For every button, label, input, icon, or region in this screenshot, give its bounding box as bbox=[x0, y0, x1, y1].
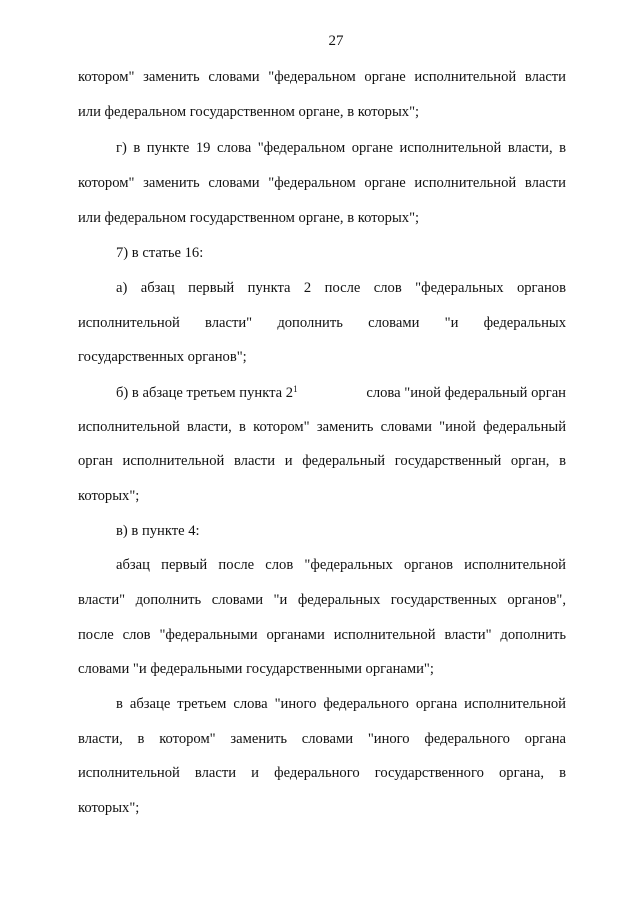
text-line: государственных органов"; bbox=[78, 349, 247, 365]
item-b-rest: слова "иной федеральный орган bbox=[366, 385, 566, 401]
text-line: г) в пункте 19 слова "федеральном органе исполнительной власти, в bbox=[116, 140, 566, 156]
text-line: исполнительной власти и федерального государственного органа, в bbox=[78, 765, 566, 781]
text-line: орган исполнительной власти и федеральный государственный орган, в bbox=[78, 453, 566, 469]
text-line: в абзаце третьем слова "иного федерального органа исполнительной bbox=[116, 696, 566, 712]
text-line: или федеральном государственном органе, в которых"; bbox=[78, 210, 420, 226]
text-line: власти, в котором" заменить словами "иного федерального органа bbox=[78, 731, 566, 747]
text-line bbox=[116, 384, 566, 402]
text-line: исполнительной власти" дополнить словами "и федеральных bbox=[78, 315, 566, 331]
text-line: которых"; bbox=[78, 488, 140, 504]
text-line: словами "и федеральными государственными органами"; bbox=[78, 661, 434, 677]
text-line: абзац первый после слов "федеральных органов исполнительной bbox=[116, 557, 566, 573]
text-line: а) абзац первый пункта 2 после слов "федеральных органов bbox=[116, 280, 566, 296]
text-line: власти" дополнить словами "и федеральных государственных органов", bbox=[78, 592, 566, 608]
superscript: 1 bbox=[293, 384, 298, 394]
text-line: которых"; bbox=[78, 800, 140, 816]
item-b-prefix: б) в абзаце третьем пункта $2^1$ bbox=[116, 384, 298, 401]
page-number: 27 bbox=[328, 33, 344, 49]
text-line: 7) в статье 16: bbox=[116, 245, 204, 261]
text-line: котором" заменить словами "федеральном органе исполнительной власти bbox=[78, 175, 566, 191]
text-line: исполнительной власти, в котором" заменить словами "иной федеральный bbox=[78, 419, 566, 435]
text-line: после слов "федеральными органами исполнительной власти" дополнить bbox=[78, 627, 566, 643]
text-line: котором" заменить словами "федеральном органе исполнительной власти bbox=[78, 69, 566, 85]
text-line: или федеральном государственном органе, в которых"; bbox=[78, 104, 420, 120]
text-line: в) в пункте 4: bbox=[116, 523, 200, 539]
